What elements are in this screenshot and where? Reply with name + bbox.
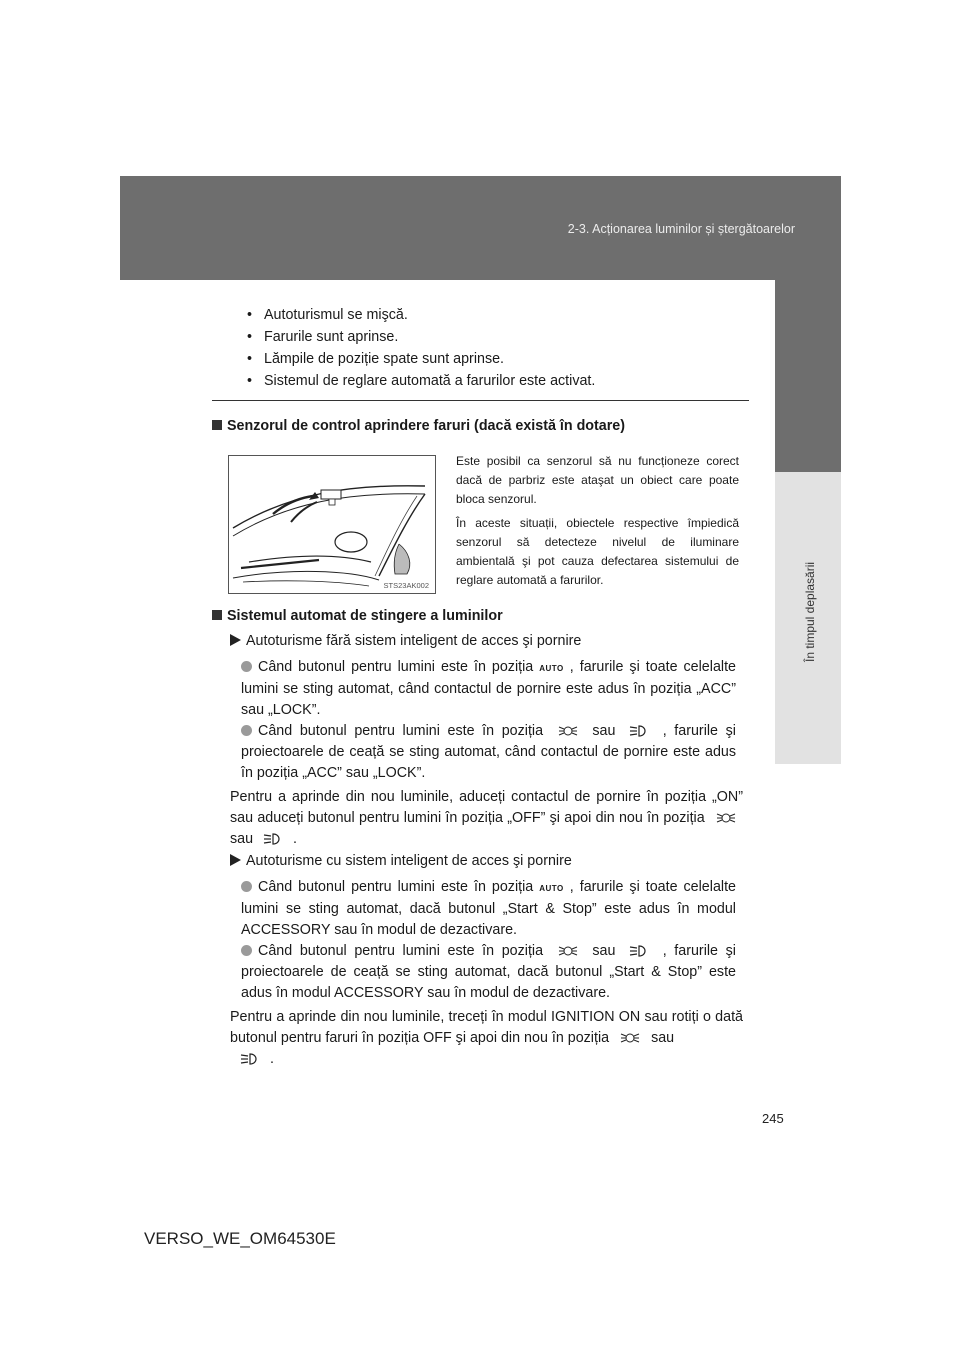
section-title: 2-3. Acționarea luminilor și ștergătoarelor	[567, 222, 795, 236]
header-band	[120, 176, 841, 280]
windshield-drawing	[229, 456, 435, 593]
square-bullet-icon	[212, 610, 222, 620]
document-code: VERSO_WE_OM64530E	[144, 1229, 336, 1248]
triangle-bullet-icon	[230, 634, 241, 646]
divider	[212, 400, 749, 401]
list-item: Când butonul pentru lumini este în poziția sau , farurile şi proiectoarele de ceață se sting automat, dacă butonul „Start & Stop” este adus în modul ACCESSORY sau în modul de dezactivare.	[241, 943, 736, 1001]
figure-code: STS23AK002	[383, 581, 429, 590]
chapter-label: În timpul deplasării	[803, 561, 817, 663]
headlight-icon	[240, 1052, 260, 1066]
headlight-icon	[629, 724, 649, 738]
paragraph-reenable-1: Pentru a aprinde din nou luminile, aduceți contactul de pornire în poziția „ON” sau aduceți butonul pentru lumini în poziția „OFF” şi apoi din nou în poziția sau .	[230, 789, 743, 847]
page-number: 245	[762, 1111, 784, 1126]
parking-light-icon	[715, 811, 737, 825]
circle-bullet-icon	[241, 725, 252, 736]
chapter-tab	[775, 280, 841, 472]
parking-light-icon	[557, 944, 579, 958]
circle-bullet-icon	[241, 661, 252, 672]
list-item: • Sistemul de reglare automată a farurilor este activat.	[247, 373, 596, 389]
list-item: Când butonul pentru lumini este în poziția sau , farurile şi proiectoarele de ceață se sting automat, când contactul de pornire este adus în poziția „ACC” sau „LOCK”.	[241, 723, 736, 781]
windshield-sensor-illustration	[228, 455, 436, 594]
circle-bullet-icon	[241, 945, 252, 956]
headlight-icon	[263, 832, 283, 846]
square-bullet-icon	[212, 420, 222, 430]
section-heading-auto-off: Sistemul automat de stingere a luminilor	[212, 608, 503, 624]
list-item: • Farurile sunt aprinse.	[247, 329, 399, 345]
section-heading-sensor: Senzorul de control aprindere faruri (dacă există în dotare)	[212, 418, 625, 434]
list-item: • Autoturismul se mişcă.	[247, 307, 408, 323]
triangle-bullet-icon	[230, 854, 241, 866]
list-item: Când butonul pentru lumini este în poziția AUTO , farurile şi toate celelalte lumini se sting automat, dacă butonul „Start & Stop” este adus în modul ACCESSORY sau în modul de dezactivare.	[241, 879, 736, 938]
chapter-tab-label-area	[775, 472, 841, 764]
figure-caption-1: Este posibil ca senzorul să nu funcționeze corect dacă de parbriz este ataşat un obiect care poate bloca senzorul.	[456, 454, 739, 506]
parking-light-icon	[619, 1031, 641, 1045]
parking-light-icon	[557, 724, 579, 738]
auto-headlight-icon: AUTO	[539, 884, 564, 893]
figure-caption-2: În aceste situații, obiectele respective împiedică senzorul să detecteze nivelul de iluminare ambientală şi pot cauza defectarea sistemului de reglare automată a farurilor.	[456, 516, 739, 587]
paragraph-reenable-2: Pentru a aprinde din nou luminile, treceți în modul IGNITION ON sau rotiți o dată butonul pentru faruri în poziția OFF şi apoi din nou în poziția sau .	[230, 1009, 743, 1067]
auto-headlight-icon: AUTO	[539, 664, 564, 673]
subsection-no-smart-key: Autoturisme fără sistem inteligent de acces şi pornire	[230, 631, 581, 652]
subsection-smart-key: Autoturisme cu sistem inteligent de acces şi pornire	[230, 851, 572, 872]
headlight-icon	[629, 944, 649, 958]
list-item: Când butonul pentru lumini este în poziția AUTO , farurile şi toate celelalte lumini se sting automat, când contactul de pornire este adus în poziția „ACC” sau „LOCK”.	[241, 659, 736, 718]
circle-bullet-icon	[241, 881, 252, 892]
list-item: • Lămpile de poziție spate sunt aprinse.	[247, 351, 505, 367]
